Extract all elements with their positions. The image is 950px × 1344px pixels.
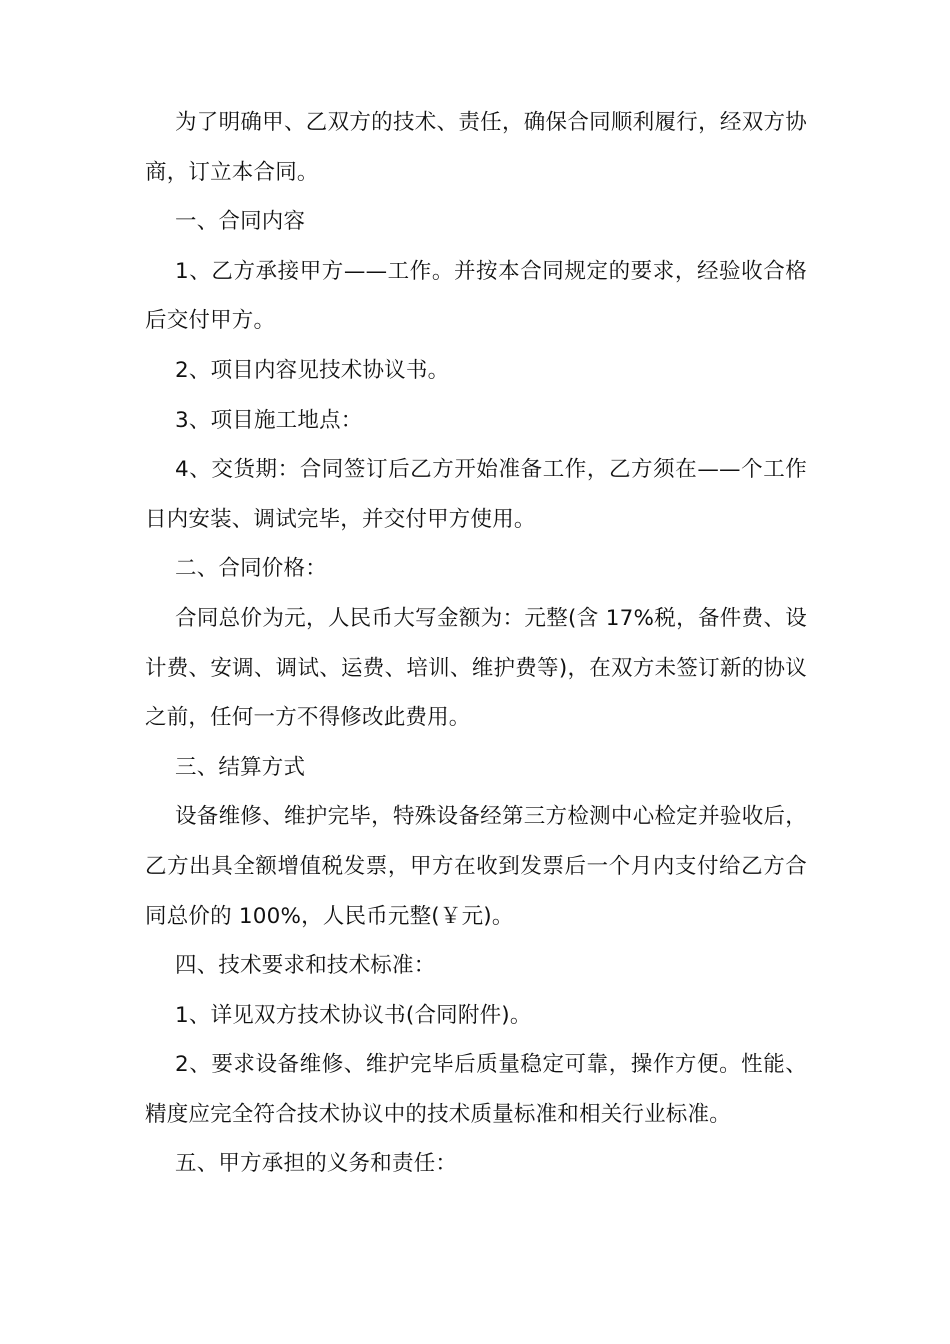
paragraph-tech-item-2: 2、要求设备维修、维护完毕后质量稳定可靠，操作方便。性能、精度应完全符合技术协议中的技术质量标准和相关行业标准。 <box>145 1052 807 1127</box>
heading-party-a-obligations: 五、甲方承担的义务和责任： <box>175 1151 458 1177</box>
heading-contract-content: 一、合同内容 <box>175 209 306 235</box>
paragraph-item-2: 2、项目内容见技术协议书。 <box>175 357 450 383</box>
paragraph-item-3: 3、项目施工地点： <box>175 407 363 433</box>
paragraph-item-4: 4、交货期：合同签订后乙方开始准备工作，乙方须在——个工作日内安装、调试完毕，并交付甲方使用。 <box>145 457 807 532</box>
document-page <box>145 98 807 1189</box>
paragraph-intro: 为了明确甲、乙双方的技术、责任，确保合同顺利履行，经双方协商，订立本合同。 <box>145 110 807 185</box>
heading-settlement: 三、结算方式 <box>175 754 306 780</box>
paragraph-settlement: 设备维修、维护完毕，特殊设备经第三方检测中心检定并验收后，乙方出具全额增值税发票，甲方在收到发票后一个月内支付给乙方合同总价的 100%，人民币元整(￥元)。 <box>145 804 807 929</box>
paragraph-item-1: 1、乙方承接甲方——工作。并按本合同规定的要求，经验收合格后交付甲方。 <box>145 258 807 334</box>
paragraph-price: 合同总价为元，人民币大写金额为：元整(含 17%税，备件费、设计费、安调、调试、运费、培训、维护费等)，在双方未签订新的协议之前，任何一方不得修改此费用。 <box>145 605 807 731</box>
paragraph-tech-item-1: 1、详见双方技术协议书(合同附件)。 <box>175 1002 532 1028</box>
heading-contract-price: 二、合同价格： <box>175 556 327 582</box>
heading-technical-requirements: 四、技术要求和技术标准： <box>175 953 436 979</box>
